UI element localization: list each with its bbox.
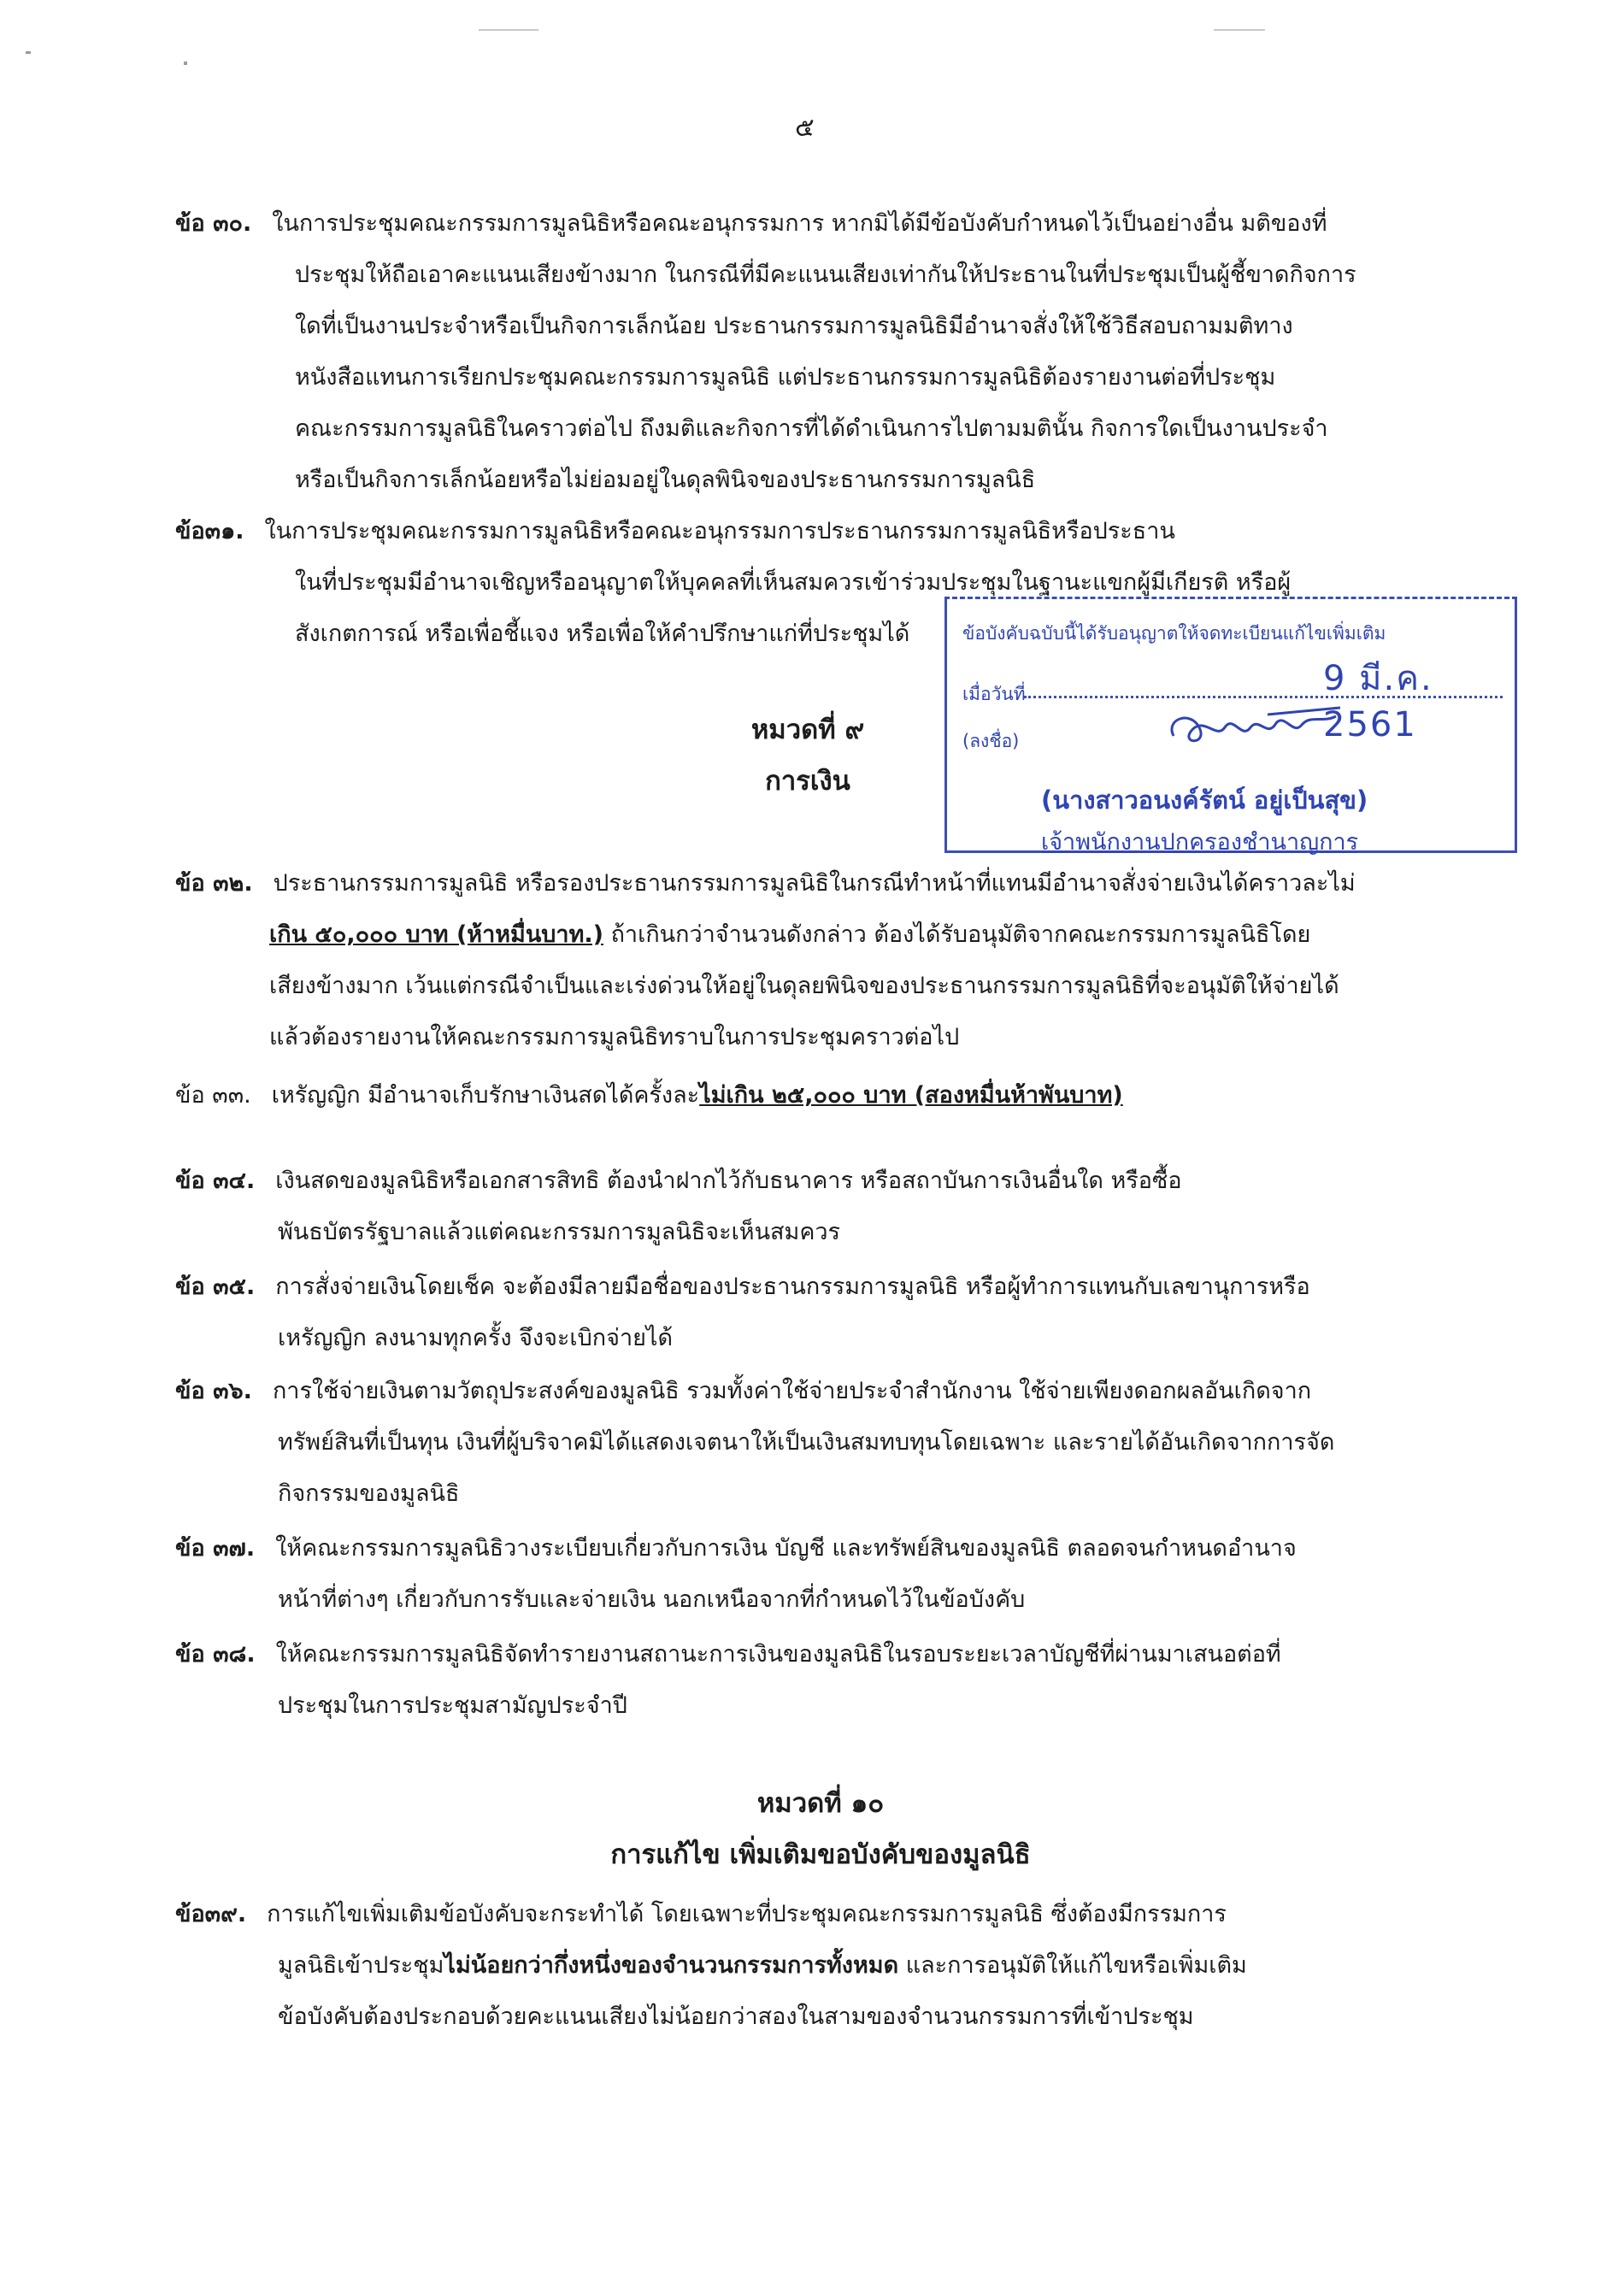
article-text: หนังสือแทนการเรียกประชุมคณะกรรมการมูลนิธิ แต่ประธานกรรมการมูลนิธิต้องรายงานต่อที่ประชุม xyxy=(295,364,1276,391)
article-39 xyxy=(175,1889,1457,2043)
stamp-official-name: (นางสาวอนงค์รัตน์ อยู่เป็นสุข) xyxy=(1041,785,1368,815)
stamp-date-label: เมื่อวันที่ xyxy=(962,684,1026,704)
article-emphasis: เกิน ๕๐,๐๐๐ บาท (ห้าหมื่นบาท.) xyxy=(269,921,603,948)
article-text: ให้คณะกรรมการมูลนิธิจัดทำรายงานสถานะการเงินของมูลนิธิในรอบระยะเวลาบัญชีที่ผ่านมาเสนอต่อที่ xyxy=(275,1641,1281,1668)
article-label: ข้อ ๓๐. xyxy=(175,210,252,237)
page-number: ๕ xyxy=(795,113,815,143)
article-30 xyxy=(175,198,1457,506)
article-37 xyxy=(175,1523,1457,1626)
article-label: ข้อ๓๑. xyxy=(175,518,244,544)
chapter-10-number: หมวดที่ ๑๐ xyxy=(756,1788,885,1819)
scan-speck xyxy=(26,51,31,54)
article-text: คณะกรรมการมูลนิธิในคราวต่อไป ถึงมติและกิจการที่ได้ดำเนินการไปตามมตินั้น กิจการใดเป็นงานประจำ xyxy=(295,415,1328,442)
article-text: สังเกตการณ์ หรือเพื่อชี้แจง หรือเพื่อให้คำปรึกษาแก่ที่ประชุมได้ xyxy=(295,621,910,647)
article-label: ข้อ ๓๕. xyxy=(175,1274,256,1300)
article-32 xyxy=(175,858,1457,1063)
stamp-official-position: เจ้าพนักงานปกครองชำนาญการ xyxy=(1041,829,1359,856)
article-label: ข้อ ๓๔. xyxy=(175,1168,256,1194)
article-label: ข้อ๓๙. xyxy=(175,1901,247,1927)
article-text: พันธบัตรรัฐบาลแล้วแต่คณะกรรมการมูลนิธิจะเห็นสมควร xyxy=(278,1219,841,1245)
article-34 xyxy=(175,1156,1457,1258)
scan-line xyxy=(479,29,538,31)
article-38 xyxy=(175,1629,1457,1732)
article-text: และการอนุมัติให้แก้ไขหรือเพิ่มเติม xyxy=(898,1952,1247,1979)
article-text: ประชุมในการประชุมสามัญประจำปี xyxy=(278,1692,627,1719)
article-text: ในที่ประชุมมีอำนาจเชิญหรืออนุญาตให้บุคคลที่เห็นสมควรเข้าร่วมประชุมในฐานะแขกผู้มีเกียรติ หรือผู้ xyxy=(295,569,1292,596)
article-text: ถ้าเกินกว่าจำนวนดังกล่าว ต้องได้รับอนุมัติจากคณะกรรมการมูลนิธิโดย xyxy=(603,921,1311,948)
article-text: เหรัญญิก มีอำนาจเก็บรักษาเงินสดได้ครั้งละ xyxy=(271,1082,700,1109)
article-text: กิจกรรมของมูลนิธิ xyxy=(278,1480,460,1507)
article-36 xyxy=(175,1366,1457,1520)
registration-stamp xyxy=(944,597,1517,856)
article-emphasis: ไม่เกิน ๒๕,๐๐๐ บาท (สองหมื่นห้าพันบาท) xyxy=(699,1082,1123,1109)
article-text: การใช้จ่ายเงินตามวัตถุประสงค์ของมูลนิธิ รวมทั้งค่าใช้จ่ายประจำสำนักงาน ใช้จ่ายเพียงดอกผลอันเกิดจาก xyxy=(272,1378,1312,1404)
article-label: ข้อ ๓๒. xyxy=(175,870,253,897)
scan-speck xyxy=(184,62,187,65)
article-text: ในการประชุมคณะกรรมการมูลนิธิหรือคณะอนุกรรมการประธานกรรมการมูลนิธิหรือประธาน xyxy=(264,518,1175,544)
article-label: ข้อ ๓๓. xyxy=(175,1082,251,1109)
chapter-9-number: หมวดที่ ๙ xyxy=(750,715,865,745)
article-text: แล้วต้องรายงานให้คณะกรรมการมูลนิธิทราบในการประชุมคราวต่อไป xyxy=(269,1024,960,1050)
article-text: การสั่งจ่ายเงินโดยเช็ค จะต้องมีลายมือชื่อของประธานกรรมการมูลนิธิ หรือผู้ทำการแทนกับเลขานุการหรือ xyxy=(275,1274,1310,1300)
article-text: ประชุมให้ถือเอาคะแนนเสียงข้างมาก ในกรณีที่มีคะแนนเสียงเท่ากันให้ประธานในที่ประชุมเป็นผู้ชี้ขาดกิจการ xyxy=(295,262,1356,288)
stamp-sign-label: (ลงชื่อ) xyxy=(962,731,1020,751)
article-text: เงินสดของมูลนิธิหรือเอกสารสิทธิ ต้องนำฝากไว้กับธนาคาร หรือสถาบันการเงินอื่นใด หรือซื้อ xyxy=(275,1168,1182,1194)
signature-scribble xyxy=(1165,697,1345,757)
stamp-date: 9 มี.ค. 2561 xyxy=(1323,659,1433,744)
article-label: ข้อ ๓๖. xyxy=(175,1378,252,1404)
article-text: การแก้ไขเพิ่มเติมข้อบังคับจะกระทำได้ โดยเฉพาะที่ประชุมคณะกรรมการมูลนิธิ ซึ่งต้องมีกรรมการ xyxy=(267,1901,1227,1927)
chapter-10-title: การแก้ไข เพิ่มเติมขอบังคับของมูลนิธิ xyxy=(610,1839,1031,1870)
article-35 xyxy=(175,1262,1457,1364)
article-text: ประธานกรรมการมูลนิธิ หรือรองประธานกรรมการมูลนิธิในกรณีทำหน้าที่แทนมีอำนาจสั่งจ่ายเงินได้คราวละไม่ xyxy=(273,870,1356,897)
article-label: ข้อ ๓๗. xyxy=(175,1535,256,1562)
article-text: ทรัพย์สินที่เป็นทุน เงินที่ผู้บริจาคมิได้แสดงเจตนาให้เป็นเงินสมทบทุนโดยเฉพาะ และรายได้อันเกิดจากการจัด xyxy=(278,1429,1335,1456)
article-33 xyxy=(175,1070,1457,1121)
scan-line xyxy=(1214,29,1265,31)
article-text: เสียงข้างมาก เว้นแต่กรณีจำเป็นและเร่งด่วนให้อยู่ในดุลยพินิจของประธานกรรมการมูลนิธิที่จะอนุมัติให้จ่ายได้ xyxy=(269,973,1339,999)
stamp-approval-text: ข้อบังคับฉบับนี้ได้รับอนุญาตให้จดทะเบียนแก้ไขเพิ่มเติม xyxy=(962,623,1386,644)
article-text: หรือเป็นกิจการเล็กน้อยหรือไม่ย่อมอยู่ในดุลพินิจของประธานกรรมการมูลนิธิ xyxy=(295,467,1036,493)
article-emphasis: ไม่น้อยกว่ากึ่งหนึ่งของจำนวนกรรมการทั้งหมด xyxy=(444,1952,899,1979)
article-text: มูลนิธิเข้าประชุม xyxy=(278,1952,444,1979)
article-text: ใดที่เป็นงานประจำหรือเป็นกิจการเล็กน้อย ประธานกรรมการมูลนิธิมีอำนาจสั่งให้ใช้วิธีสอบถามมติทาง xyxy=(295,313,1293,339)
article-text: หน้าที่ต่างๆ เกี่ยวกับการรับและจ่ายเงิน นอกเหนือจากที่กำหนดไว้ในข้อบังคับ xyxy=(278,1586,1026,1613)
article-text: เหรัญญิก ลงนามทุกครั้ง จึงจะเบิกจ่ายได้ xyxy=(278,1325,674,1351)
article-label: ข้อ ๓๘. xyxy=(175,1641,256,1668)
article-text: ข้อบังคับต้องประกอบด้วยคะแนนเสียงไม่น้อยกว่าสองในสามของจำนวนกรรมการที่เข้าประชุม xyxy=(278,2003,1194,2030)
article-text: ให้คณะกรรมการมูลนิธิวางระเบียบเกี่ยวกับการเงิน บัญชี และทรัพย์สินของมูลนิธิ ตลอดจนกำหนดอำนาจ xyxy=(275,1535,1297,1562)
chapter-9-title: การเงิน xyxy=(765,766,850,797)
article-text: ในการประชุมคณะกรรมการมูลนิธิหรือคณะอนุกรรมการ หากมิได้มีข้อบังคับกำหนดไว้เป็นอย่างอื่น มติของที่ xyxy=(272,210,1327,237)
